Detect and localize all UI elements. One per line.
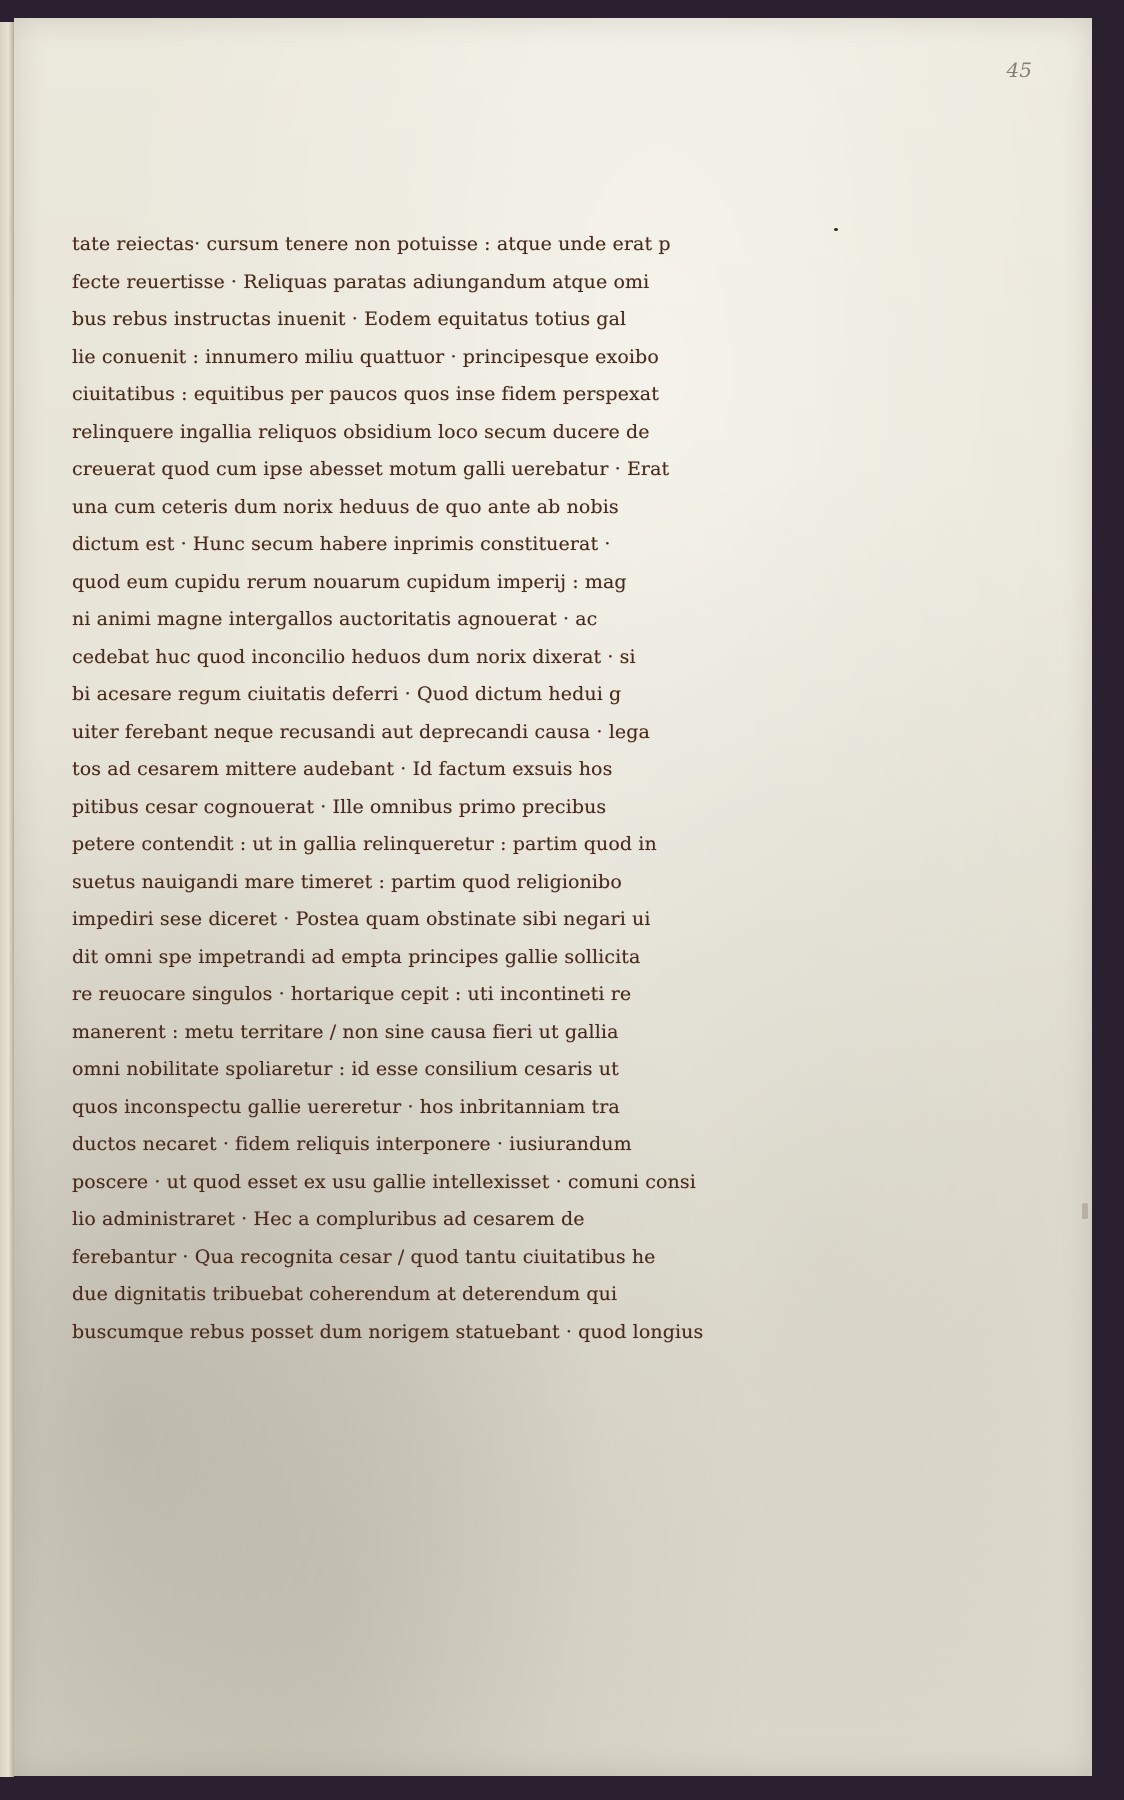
text-line: re reuocare singulos · hortarique cepit : uti incontineti re xyxy=(72,983,632,1005)
facing-page-edge xyxy=(0,22,14,1777)
text-line: uiter ferebant neque recusandi aut deprecandi causa · lega xyxy=(72,720,650,743)
text-line: ductos necaret · fidem reliquis interponere · iusiurandum xyxy=(72,1133,632,1155)
text-line: creuerat quod cum ipse abesset motum galli uerebatur · Erat xyxy=(72,458,670,480)
ink-dot-mark xyxy=(834,228,838,231)
text-line: omni nobilitate spoliaretur : id esse consilium cesaris ut xyxy=(72,1058,619,1080)
text-line: relinquere ingallia reliquos obsidium loco secum ducere de xyxy=(72,420,650,443)
text-line: dictum est · Hunc secum habere inprimis constituerat · xyxy=(72,533,611,555)
text-line: ferebantur · Qua recognita cesar / quod tantu ciuitatibus he xyxy=(72,1245,656,1268)
binding-tick-mark xyxy=(1082,1203,1088,1219)
text-line: tate reiectas· cursum tenere non potuisse : atque unde erat p xyxy=(72,233,671,255)
text-line: fecte reuertisse · Reliquas paratas adiungandum atque omi xyxy=(72,270,650,293)
text-line: pitibus cesar cognouerat · Ille omnibus primo precibus xyxy=(72,795,607,818)
text-line: petere contendit : ut in gallia relinqueretur : partim quod in xyxy=(72,833,657,855)
text-line: suetus nauigandi mare timeret : partim quod religionibo xyxy=(72,870,622,893)
text-line: bi acesare regum ciuitatis deferri · Quod dictum hedui g xyxy=(72,683,622,705)
text-line: lie conuenit : innumero miliu quattuor · principesque exoibo xyxy=(72,345,659,368)
text-line: cedebat huc quod inconcilio heduos dum norix dixerat · si xyxy=(72,645,636,668)
manuscript-folio xyxy=(14,18,1092,1776)
text-line: lio administraret · Hec a compluribus ad cesarem de xyxy=(72,1208,585,1230)
text-line: quod eum cupidu rerum nouarum cupidum imperij : mag xyxy=(72,570,627,593)
text-line: poscere · ut quod esset ex usu gallie intellexisset · comuni consi xyxy=(72,1170,696,1193)
text-line: due dignitatis tribuebat coherendum at deterendum qui xyxy=(72,1283,618,1305)
text-line: manerent : metu territare / non sine causa fieri ut gallia xyxy=(72,1020,619,1043)
folio-number: 45 xyxy=(1006,58,1032,82)
text-line: dit omni spe impetrandi ad empta principes gallie sollicita xyxy=(72,945,641,968)
text-line: impediri sese diceret · Postea quam obstinate sibi negari ui xyxy=(72,908,651,930)
text-line: buscumque rebus posset dum norigem statuebant · quod longius xyxy=(72,1320,704,1343)
text-line: bus rebus instructas inuenit · Eodem equitatus totius gal xyxy=(72,308,627,330)
text-line: quos inconspectu gallie uereretur · hos inbritanniam tra xyxy=(72,1095,620,1118)
text-line: una cum ceteris dum norix heduus de quo ante ab nobis xyxy=(72,495,619,518)
text-block xyxy=(72,226,817,1351)
text-line: ni animi magne intergallos auctoritatis agnouerat · ac xyxy=(72,608,598,630)
text-line: ciuitatibus : equitibus per paucos quos inse fidem perspexat xyxy=(72,383,659,405)
text-line: tos ad cesarem mittere audebant · Id factum exsuis hos xyxy=(72,758,613,780)
